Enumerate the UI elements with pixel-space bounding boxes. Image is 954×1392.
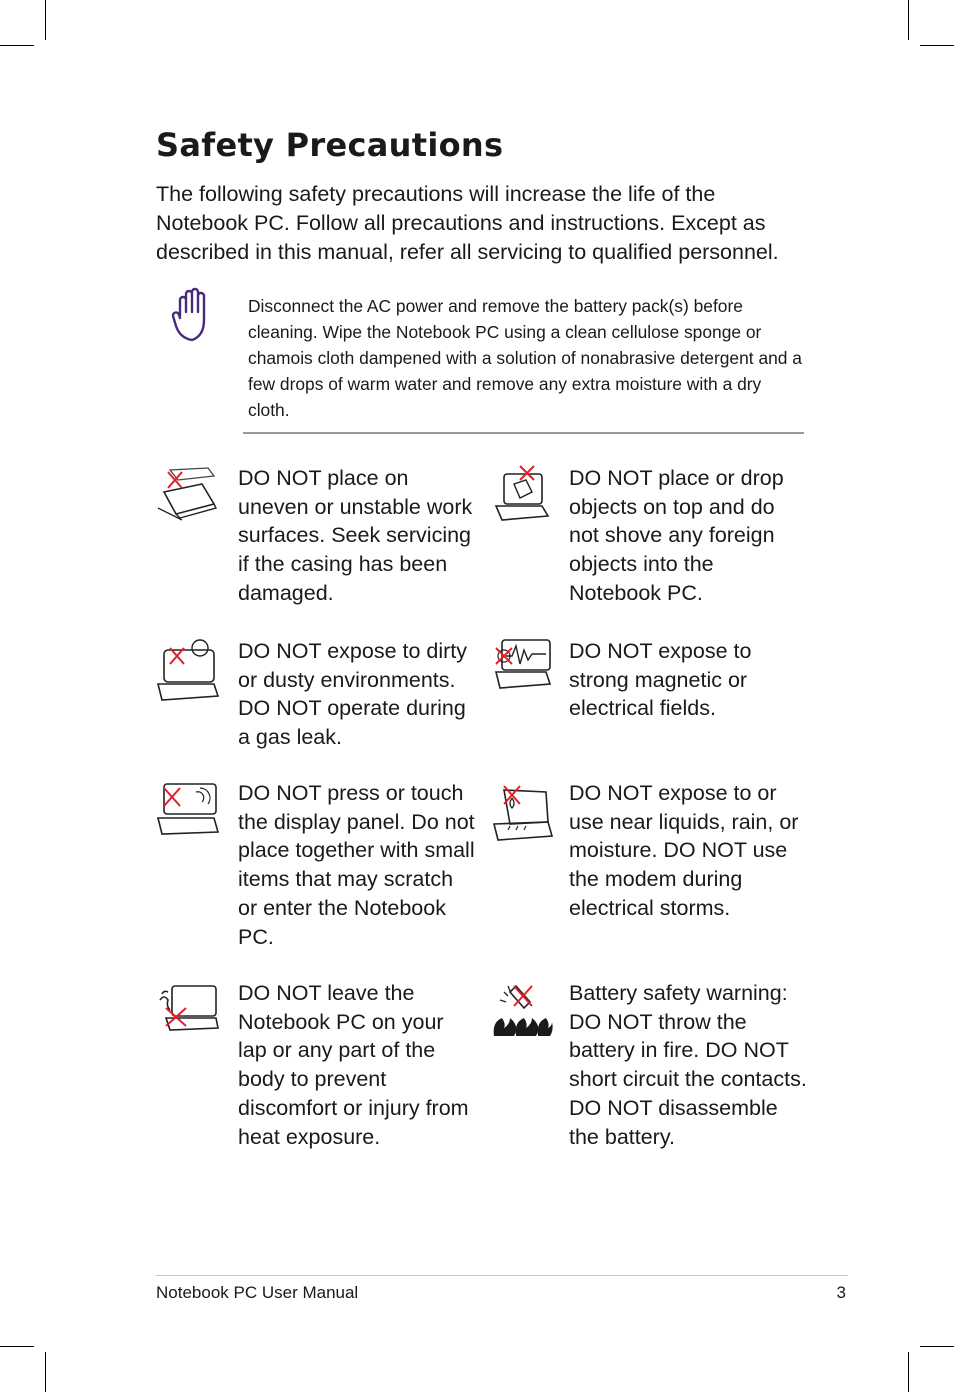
crop-mark	[45, 1352, 46, 1392]
unstable-surface-icon	[156, 462, 220, 526]
stop-hand-icon	[170, 286, 216, 344]
item-text: DO NOT place on uneven or unstable work surfaces. Seek servicing if the casing has been damaged.	[238, 466, 473, 605]
item-text: DO NOT expose to strong magnetic or electrical fields.	[569, 639, 752, 721]
item-text: DO NOT press or touch the display panel. Do not place together with small items that may scratch or enter the Notebook PC.	[238, 781, 475, 949]
item-text: DO NOT expose to or use near liquids, rain, or moisture. DO NOT use the modem during electrical storms.	[569, 781, 799, 920]
item-text: DO NOT leave the Notebook PC on your lap or any part of the body to prevent discomfort or injury from heat exposure.	[238, 981, 469, 1149]
crop-mark	[0, 1346, 34, 1347]
press-display-icon	[156, 780, 220, 844]
page-title: Safety Precautions	[156, 126, 504, 164]
item-text: DO NOT place or drop objects on top and do not shove any foreign objects into the Notebook PC.	[569, 466, 784, 605]
intro-paragraph: The following safety precautions will increase the life of the Notebook PC. Follow all precautions and instructions. Except as described in this manual, refer all servicing to qualified personnel.	[156, 182, 779, 264]
footer-manual-title: Notebook PC User Manual	[156, 1283, 359, 1302]
crop-mark	[45, 0, 46, 40]
crop-mark	[920, 1346, 954, 1347]
magnetic-field-icon	[490, 632, 554, 696]
crop-mark	[908, 0, 909, 40]
drop-objects-icon	[490, 462, 554, 526]
crop-mark	[0, 45, 34, 46]
item-text: DO NOT expose to dirty or dusty environments. DO NOT operate during a gas leak.	[238, 639, 468, 750]
battery-fire-icon	[490, 980, 554, 1044]
liquid-icon	[490, 782, 554, 846]
footer-divider	[156, 1275, 848, 1276]
item-text: Battery safety warning: DO NOT throw the battery in fire. DO NOT short circuit the contacts. DO NOT disassemble the battery.	[569, 981, 807, 1149]
crop-mark	[908, 1352, 909, 1392]
heat-lap-icon	[156, 980, 220, 1044]
page-number: 3	[836, 1283, 846, 1302]
note-text: Disconnect the AC power and remove the battery pack(s) before cleaning. Wipe the Notebook PC using a clean cellulose sponge or chamois cloth dampened with a solution of nonabrasive detergent and a few drops of warm water and remove any extra moisture with a dry cloth.	[248, 296, 802, 420]
note-divider	[243, 432, 804, 434]
crop-mark	[920, 45, 954, 46]
dusty-environment-icon	[156, 638, 220, 702]
